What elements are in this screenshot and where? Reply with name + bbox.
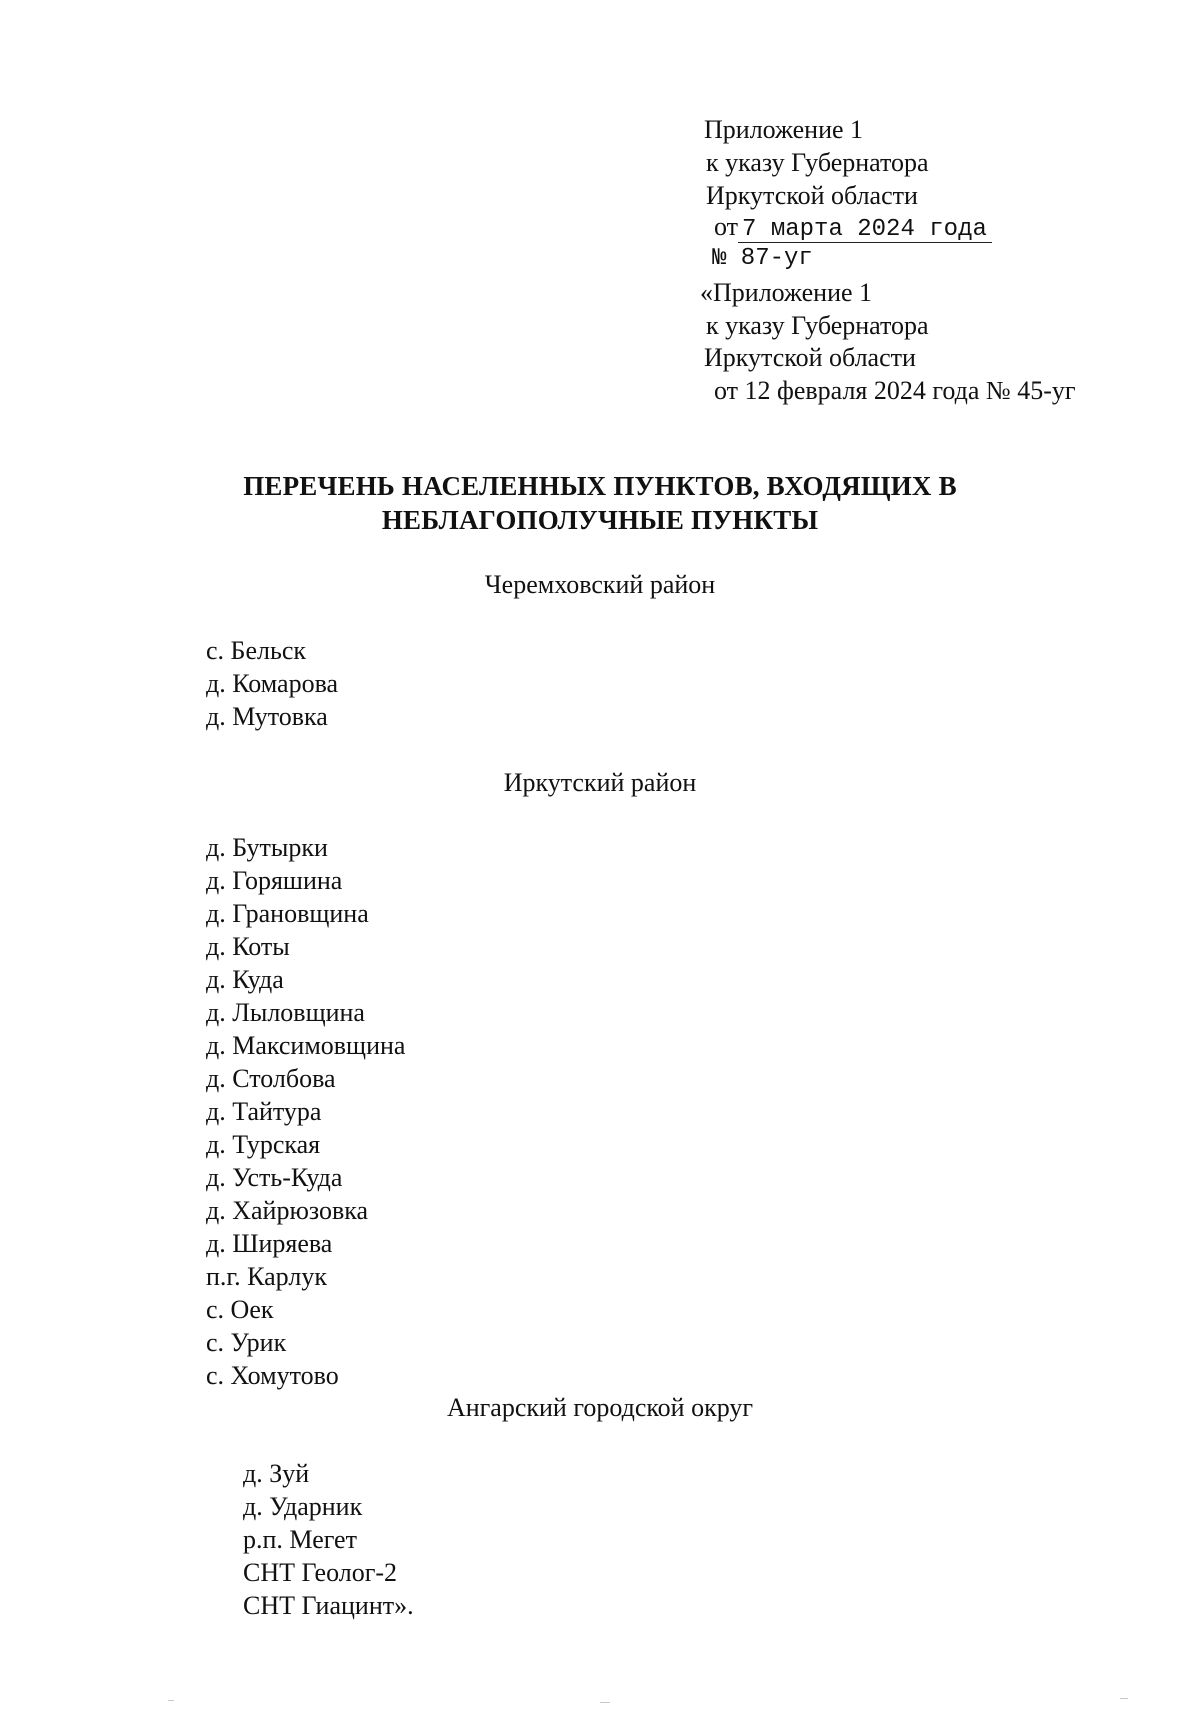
list-item: с. Бельск [206, 636, 307, 665]
list-item: д. Коты [206, 932, 290, 961]
list-item: п.г. Карлук [206, 1262, 327, 1291]
annex-date-value: 7 марта 2024 года [738, 218, 992, 243]
annex-line-1: Приложение 1 [704, 115, 864, 144]
list-item: д. Ширяева [206, 1229, 333, 1258]
list-item: д. Грановщина [206, 899, 369, 928]
settlement-list-angarsky [243, 1457, 414, 1622]
list-item: с. Урик [206, 1328, 287, 1357]
scan-mark [600, 1702, 610, 1703]
quoted-annex-line-3: Иркутской области [704, 343, 916, 372]
list-item: р.п. Мегет [243, 1525, 357, 1554]
quoted-annex-line-1: «Приложение 1 [700, 278, 873, 307]
annex-date-line [714, 210, 992, 243]
list-item: д. Лыловщина [206, 998, 365, 1027]
annex-line-2: к указу Губернатора [706, 148, 929, 177]
list-item: д. Бутырки [206, 833, 328, 862]
list-item: с. Оек [206, 1295, 274, 1324]
quoted-annex-line-4: от 12 февраля 2024 года № 45-уг [714, 376, 1076, 405]
annex-date-prefix: от [714, 212, 739, 241]
list-item: с. Хомутово [206, 1361, 339, 1390]
list-item: д. Хайрюзовка [206, 1196, 369, 1225]
annex-number: № 87-уг [712, 245, 813, 272]
list-item: д. Ударник [243, 1492, 363, 1521]
list-item: д. Зуй [243, 1459, 310, 1488]
list-item: д. Комарова [206, 669, 339, 698]
list-item: д. Турская [206, 1130, 321, 1159]
list-item: д. Горяшина [206, 866, 343, 895]
section-heading-angarsky: Ангарский городской округ [446, 1393, 754, 1422]
list-item: д. Максимовщина [206, 1031, 406, 1060]
section-heading-irkutsky: Иркутский район [503, 768, 697, 797]
quoted-annex-line-2: к указу Губернатора [706, 311, 929, 340]
list-item: СНТ Геолог-2 [243, 1558, 398, 1587]
document-title-line-2: НЕБЛАГОПОЛУЧНЫЕ ПУНКТЫ [381, 505, 819, 535]
document-title-line-1: ПЕРЕЧЕНЬ НАСЕЛЕННЫХ ПУНКТОВ, ВХОДЯЩИХ В [243, 471, 957, 501]
list-item: СНТ Гиацинт». [243, 1591, 414, 1620]
annex-line-3: Иркутской области [706, 181, 918, 210]
scan-mark [168, 1700, 174, 1701]
list-item: д. Усть-Куда [206, 1163, 343, 1192]
list-item: д. Мутовка [206, 702, 328, 731]
list-item: д. Тайтура [206, 1097, 322, 1126]
section-heading-cheremkhovsky: Черемховский район [484, 570, 716, 599]
list-item: д. Столбова [206, 1064, 336, 1093]
settlement-list-irkutsky [206, 831, 405, 1392]
list-item: д. Куда [206, 965, 284, 994]
settlement-list-cheremkhovsky [206, 634, 338, 733]
scan-mark [1120, 1698, 1128, 1699]
